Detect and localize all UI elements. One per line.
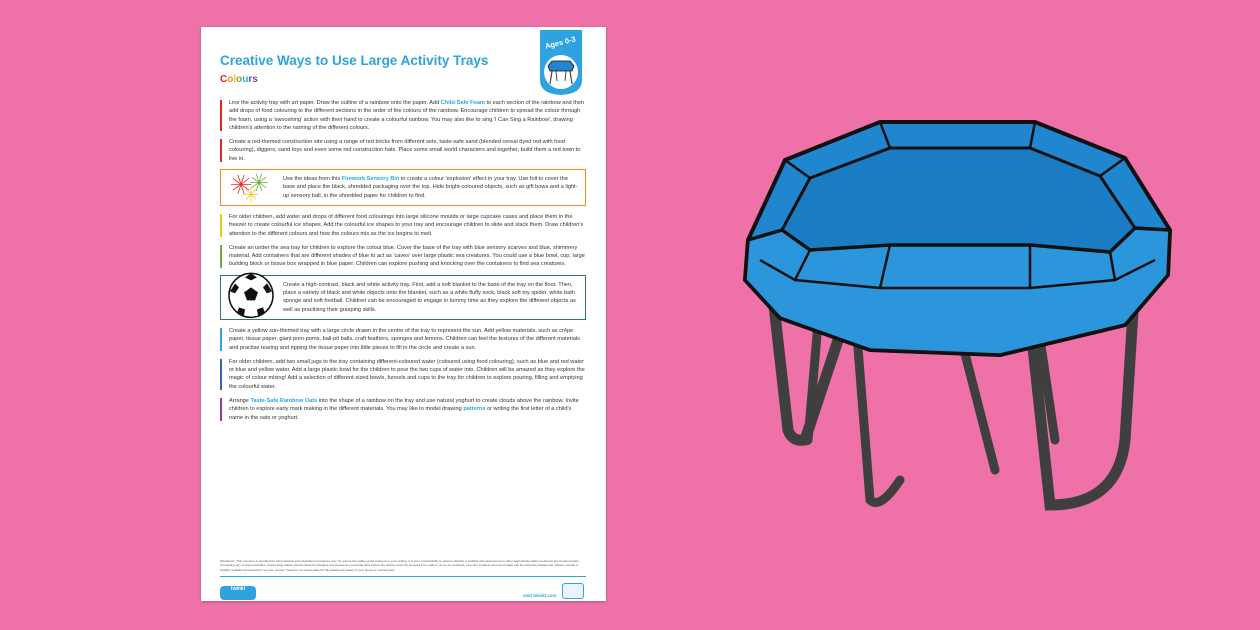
page-subtitle [220, 74, 258, 85]
ages-badge [538, 30, 584, 96]
ages-label: Ages 0-3 [544, 34, 577, 51]
activity-paragraph [220, 397, 586, 422]
fireworks-icon [227, 168, 277, 207]
paragraph-text: Create a yellow sun-themed tray with a large circle drawn in the centre of the tray to represent the sun. Add yellow materials, such as crêpe paper, tissue paper, giant pom-poms, ball-pit balls, craft feathers, sponges and lemons. Children can feel the textures of the different materials and practise tearing and ripping the tissue paper into little pieces to fill in the circle and create a sun. [229, 327, 580, 351]
paragraph-text: Arrange [229, 398, 251, 405]
paragraph-text: into the shape of a rainbow on the tray and use natural yoghurt to create clouds above the rainbow. Invite children to explore early mark making in the different materials. You may like to model drawing [229, 398, 579, 413]
subtitle-letter: l [233, 74, 237, 85]
activity-sheet [201, 27, 606, 601]
activity-box [220, 275, 586, 320]
resource-link[interactable]: Taste-Safe Rainbow Oats [250, 398, 318, 405]
paragraph-text: Line the activity tray with art paper. Draw the outline of a rainbow onto the paper. Add [229, 100, 441, 106]
page-title: Creative Ways to Use Large Activity Trays [220, 53, 489, 68]
paragraph-text: For older children, add water and drops of different food colourings into large silicone moulds or large cupcake cases and place them in the freezer to create colourful ice shapes. Add the colourful ice shapes to your tray and encourage children to slide and stack them. Draw children's attention to the different colours and how the colours mix as the ice begins to melt. [229, 213, 584, 237]
activity-list [220, 99, 586, 428]
activity-paragraph [220, 327, 586, 352]
subtitle-letter: o [227, 74, 234, 85]
paragraph-text: Create a red-themed construction site using a range of red bricks from different sets, taste-safe sand (blended cereal dyed red with food colouring), diggers, sand toys and even some red construction hats. Place some small world characters and together, build them a red town to live in. [229, 139, 581, 162]
activity-tray-image [730, 110, 1180, 515]
resource-link[interactable]: Firework Sensory Bin [341, 176, 400, 183]
subtitle-letter: u [242, 74, 249, 85]
activity-paragraph [220, 213, 586, 238]
disclaimer: Disclaimer: This resource is provided for informational and educational purposes only. To ensure the safety of the learners in your setting, it is your responsibility to assess whether a suitable risk assessment or other appropriate safety measures are required when completing any of these activities. Supervising adults should check for allergies and assess any potential risks before the activity and only proceed if it is safe to do so, for example, even the smallest amount of water can be extremely dangerous. Please contact a suitably qualified professional if you are unsure. Twinkl is not responsible for the health and safety of your group or environment. [220, 559, 579, 572]
paragraph-text: Create an under the sea tray for children to explore the colour blue. Cover the base of the tray with blue sensory scarves and blue, shimmery material. Add containers that are different shades of blue to act as 'caves' over large plastic sea creatures. You could use a blue bowl, cup, large building block or tissue box wrapped in blue paper. Children can explore pushing and knocking over the containers to find sea creatures. [229, 244, 585, 268]
paragraph-text: Create a high-contrast, black and white activity tray. First, add a soft blanket to the base of the tray on the floor. Then, place a variety of black and white objects onto the blanket, such as a white fluffy sock, black soft toy spider, white bath sponge and soft football. Children can be encouraged to engage in tummy time as they explore the different objects as well as practising their grasping skills. [283, 281, 576, 313]
activity-paragraph [220, 99, 586, 132]
twinkl-logo [220, 586, 256, 600]
tray-body [745, 122, 1170, 355]
activity-paragraph [220, 358, 586, 391]
subtitle-letter: r [248, 74, 253, 85]
footer-divider [220, 576, 586, 577]
quality-badge-icon [562, 583, 584, 599]
activity-paragraph [220, 244, 586, 269]
twinkl-logo-text: twinkl [230, 586, 246, 592]
paragraph-text: to each section of the rainbow and then add drops of food colouring to the different sections in the order of the colours of the rainbow. Encourage children to spread the colour through the foam, using a 'swooshing' action with their hand to create a colourful rainbow. You may also like to sing 'I Can Sing a Rainbow', drawing children's attention to the naming of the different colours. [229, 100, 585, 131]
subtitle-letter: o [236, 74, 243, 85]
resource-link[interactable]: patterns [463, 406, 486, 413]
subtitle-letter: s [252, 74, 258, 85]
football-icon [227, 272, 275, 323]
resource-link[interactable]: Child-Safe Foam [440, 100, 485, 106]
paragraph-text: Use the ideas from this [283, 176, 342, 183]
activity-box [220, 169, 586, 206]
visit-link[interactable]: visit twinkl.com [523, 593, 557, 598]
activity-paragraph [220, 138, 586, 163]
subtitle-letter: C [220, 74, 228, 85]
paragraph-text: or writing the first letter of a child's name in the oats or yoghurt. [229, 406, 572, 421]
paragraph-text: to create a colour 'explosion' effect in your tray. Use foil to cover the base and place the black, shredded packaging over the top. Hide bright-coloured objects, such as gift bows and a light-up sensory ball, in the shredded paper for children to find. [283, 176, 578, 199]
paragraph-text: For older children, add two small jugs to the tray containing different-coloured water (coloured using food colouring), such as blue and red water or blue and yellow water. Add a large plastic bowl for the children to pour the two cups of water into. Children will be amazed as they explore the magic of colour mixing! Add a selection of different-sized bowls, funnels and cups to the tray for children to explore pouring, filling and emptying the colourful water. [229, 358, 585, 390]
